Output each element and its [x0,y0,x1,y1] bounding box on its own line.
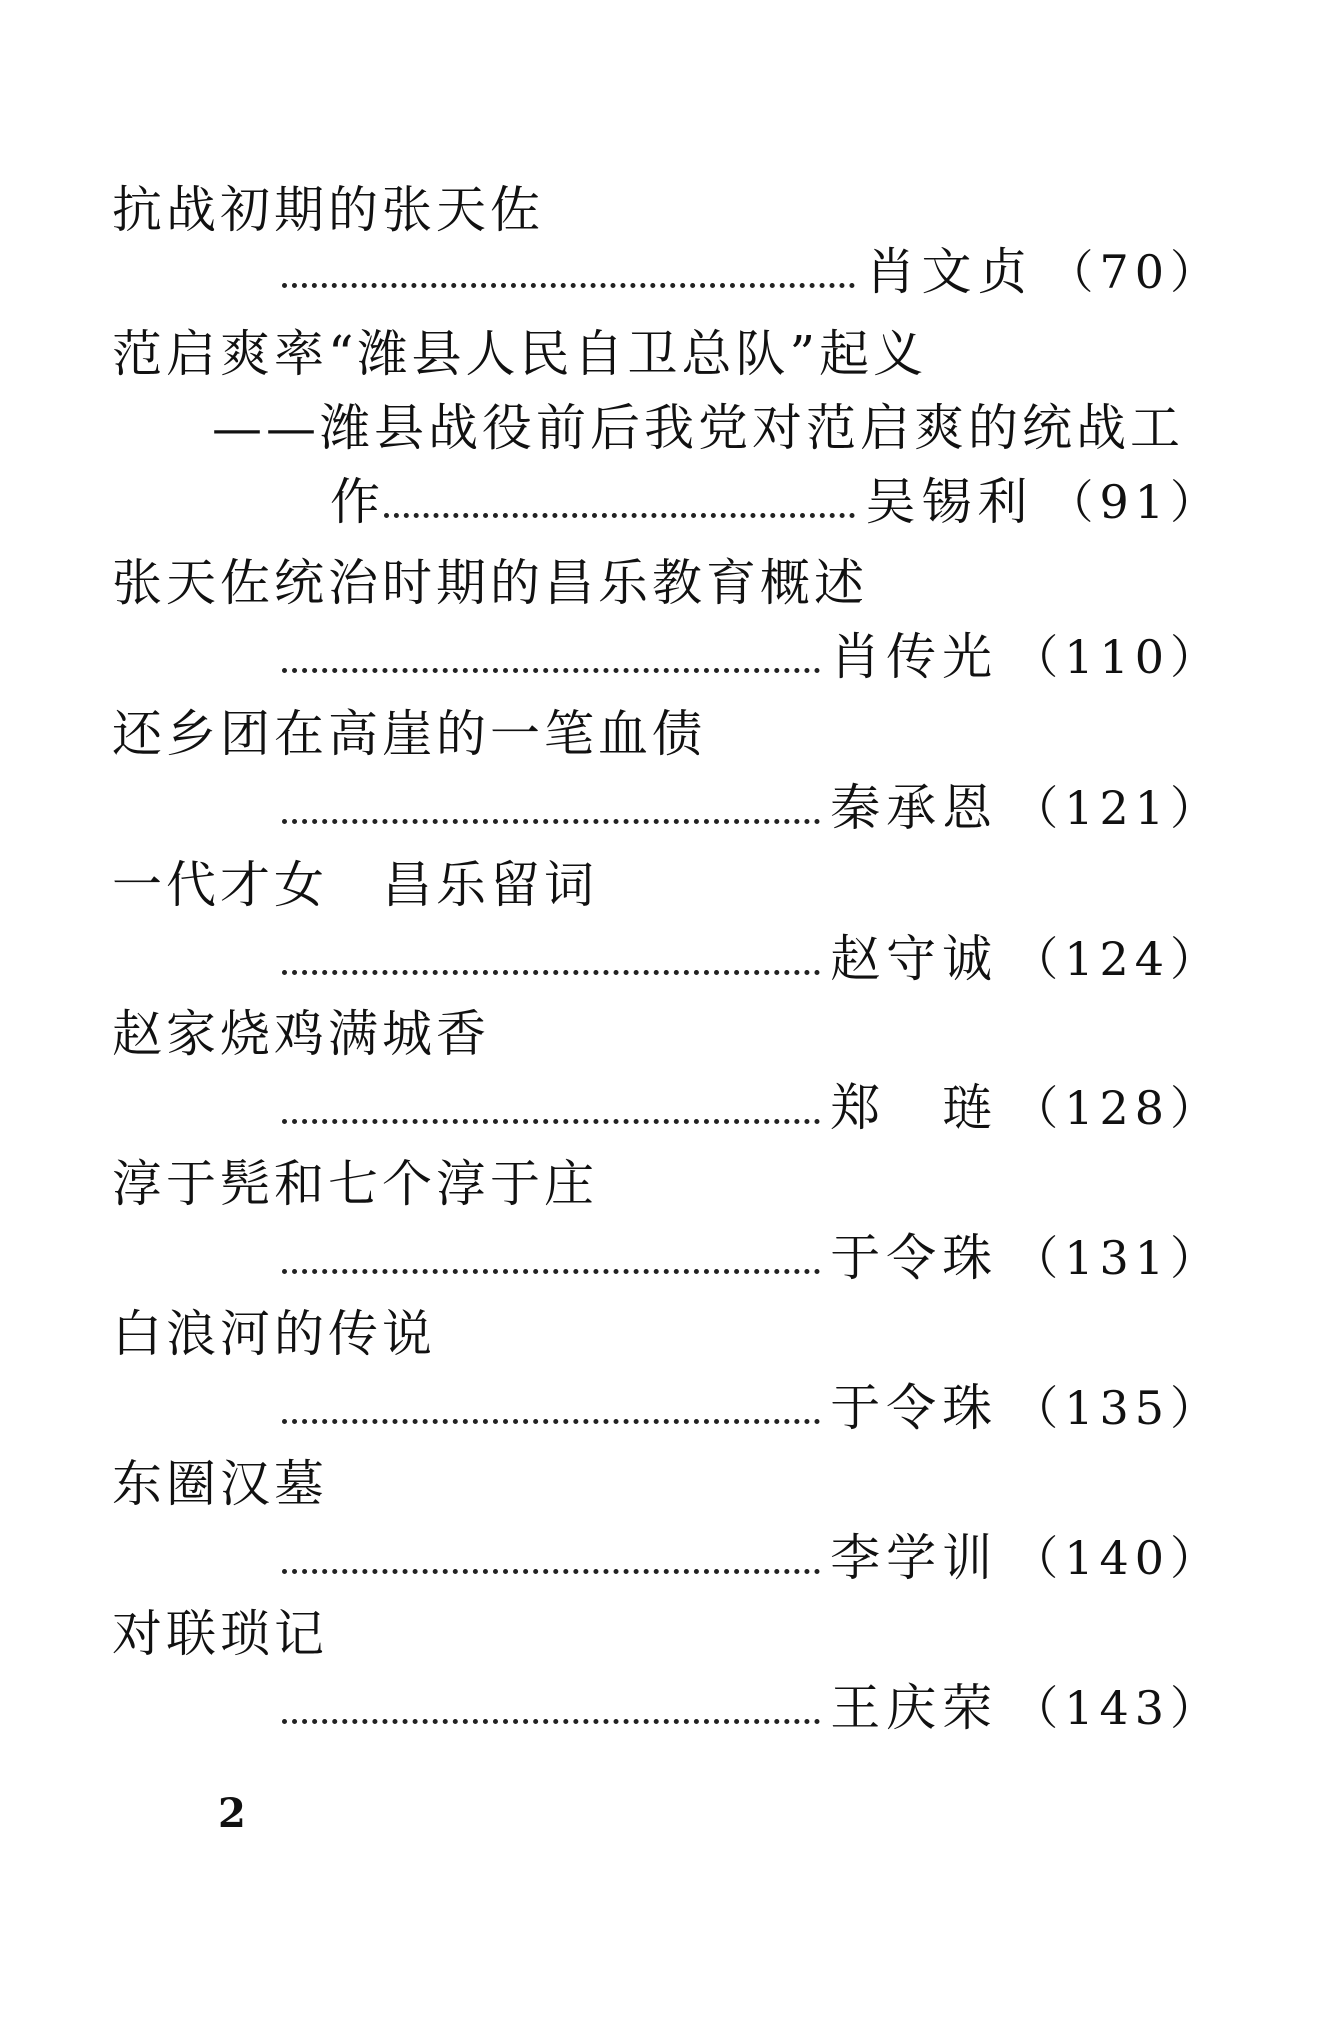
dot-leader [282,819,820,824]
toc-entry-leader [282,1526,1222,1588]
dot-leader [282,1419,820,1424]
toc-entry-author: 吴锡利 [865,473,1034,531]
toc-entry-leader [282,1226,1222,1288]
dot-leader [282,1269,820,1274]
toc-entry-page: （128） [1012,1081,1222,1135]
toc-entry-page: （110） [1012,630,1222,684]
toc-entry-author: 赵守诚 [830,930,999,988]
toc-entry-author: 李学训 [830,1529,999,1587]
toc-entry-title: 一代才女 昌乐留词 [112,856,598,914]
toc-entry-continued: 作 [330,473,384,531]
toc-entry-title: 对联琐记 [112,1605,328,1663]
toc-entry-page: （140） [1012,1531,1222,1585]
toc-entry-leader [330,470,1222,532]
toc-entry-author: 于令珠 [830,1379,999,1437]
toc-entry-page: （135） [1012,1381,1222,1435]
toc-entry-title: 淳于髡和七个淳于庄 [112,1155,598,1213]
toc-entry-page: （121） [1012,781,1222,835]
toc-entry-leader [282,927,1222,989]
toc-entry-author: 郑 琏 [830,1079,999,1137]
toc-entry-leader [282,625,1222,687]
toc-entry-title: 抗战初期的张天佐 [112,181,544,239]
toc-entry-author: 王庆荣 [830,1679,999,1737]
dot-leader [282,283,855,288]
toc-entry-page: （131） [1012,1231,1222,1285]
toc-entry-author: 于令珠 [830,1229,999,1287]
toc-entry-author: 肖传光 [830,628,999,686]
dot-leader [282,1569,820,1574]
toc-entry-leader [282,1676,1222,1738]
toc-entry-page: （91） [1047,475,1222,529]
toc-entry-leader [282,1376,1222,1438]
page-number: 2 [218,1790,246,1837]
toc-entry-subtitle: ——潍县战役前后我党对范启爽的统战工 [212,399,1184,457]
dot-leader [384,513,855,518]
toc-entry-page: （70） [1047,245,1222,299]
toc-entry-title: 赵家烧鸡满城香 [112,1005,490,1063]
toc-entry-author: 秦承恩 [830,779,999,837]
dot-leader [282,970,820,975]
toc-entry-title: 东圈汉墓 [112,1455,328,1513]
dot-leader [282,1719,820,1724]
toc-entry-title: 还乡团在高崖的一笔血债 [112,705,706,763]
toc-entry-title: 范启爽率“潍县人民自卫总队”起义 [112,325,928,383]
toc-entry-leader [282,240,1222,302]
toc-entry-title: 张天佐统治时期的昌乐教育概述 [112,554,868,612]
dot-leader [282,1119,820,1124]
toc-entry-leader [282,1076,1222,1138]
toc-entry-author: 肖文贞 [865,243,1034,301]
toc-entry-page: （124） [1012,932,1222,986]
toc-entry-title: 白浪河的传说 [112,1305,436,1363]
dot-leader [282,668,820,673]
toc-entry-leader [282,776,1222,838]
toc-entry-page: （143） [1012,1681,1222,1735]
